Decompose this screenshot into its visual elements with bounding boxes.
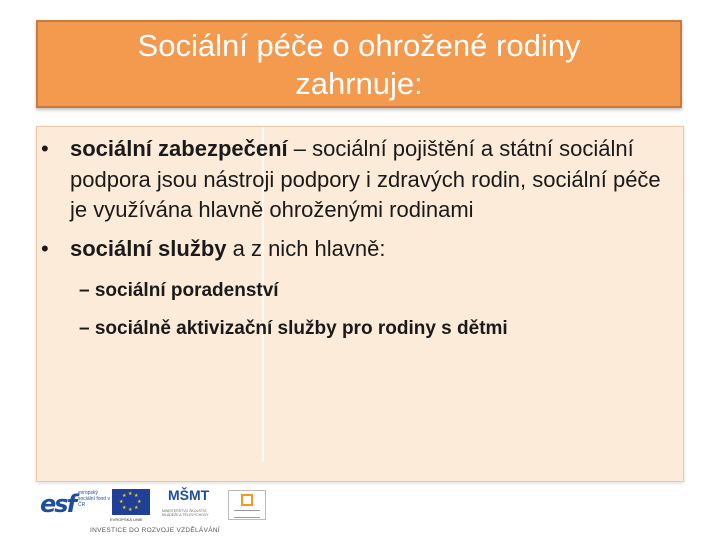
bullet-1-text: – sociální pojištění a státní sociální podpora jsou nástroji podpory i zdravých rodin, sociální péče je využívána hlavně ohroženými rodinami (70, 136, 661, 222)
op-vk-logo-icon (228, 490, 266, 520)
sub-list (70, 272, 677, 348)
bullet-1-bold: sociální zabezpečení (70, 136, 288, 161)
bullet-dot-icon: • (41, 235, 49, 261)
eu-logo-text: EVROPSKÁ UNIE (110, 517, 143, 522)
bullet-item-social-security (37, 134, 677, 226)
title-line-1: Sociální péče o ohrožené rodiny (137, 28, 581, 63)
slide-title (36, 20, 682, 108)
bullet-dot-icon: • (41, 136, 49, 161)
msmt-logo-text: MINISTERSTVO ŠKOLSTVÍ, MLÁDEŽE A TĚLOVÝCHOVY (162, 509, 209, 517)
content-panel (36, 126, 684, 482)
invest-tagline: INVESTICE DO ROZVOJE VZDĚLÁVÁNÍ (90, 527, 220, 534)
esf-logo-text: evropský sociální fond v ČR (78, 490, 110, 508)
bullet-list (37, 134, 677, 356)
esf-logo-icon: esf (40, 490, 76, 518)
eu-flag-icon: ★ ★ ★ ★ ★ ★ ★ ★ (112, 489, 150, 515)
msmt-logo-icon: MŠMT (168, 487, 210, 503)
bullet-item-social-services (37, 234, 677, 349)
sub-item-counseling: – sociální poradenství (79, 280, 279, 301)
footer-logos (40, 487, 280, 537)
bullet-2-bold: sociální služby (70, 235, 227, 261)
title-line-2: zahrnuje: (295, 66, 423, 101)
sub-item-activation-services: – sociálně aktivizační služby pro rodiny s dětmi (79, 318, 508, 339)
bullet-2-text: a z nich hlavně: (226, 235, 386, 261)
